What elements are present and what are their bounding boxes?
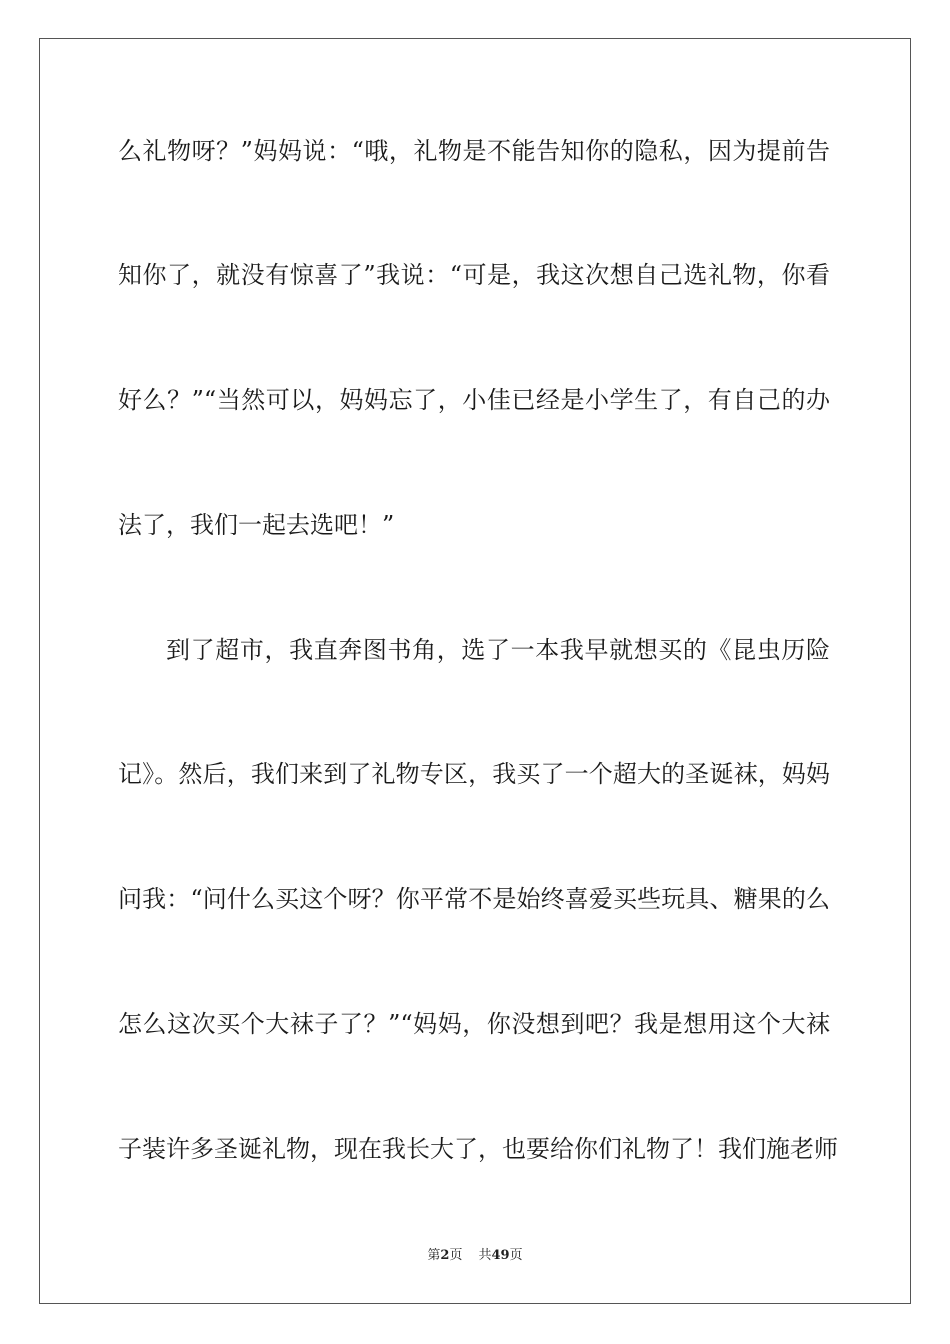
- footer-page-number: 2: [440, 1248, 450, 1263]
- text-line-9: 子装许多圣诞礼物，现在我长大了，也要给你们礼物了！我们施老师: [118, 1135, 838, 1163]
- footer-page-prefix: 第: [427, 1248, 441, 1263]
- text-line-3: 好么？”“当然可以，妈妈忘了，小佳已经是小学生了，有自己的办: [118, 386, 830, 414]
- text-line-4: 法了，我们一起去选吧！”: [118, 511, 395, 539]
- footer-total-pages: 49: [491, 1248, 510, 1263]
- text-line-7: 问我：“问什么买这个呀？你平常不是始终喜爱买些玩具、糖果的么: [118, 885, 830, 913]
- text-line-5: 到了超市，我直奔图书角，选了一本我早就想买的《昆虫历险: [166, 636, 830, 664]
- text-line-2: 知你了，就没有惊喜了”我说：“可是，我这次想自己选礼物，你看: [118, 261, 830, 289]
- footer-page-suffix: 页: [449, 1248, 463, 1263]
- footer-total-prefix: 共: [478, 1248, 492, 1263]
- text-line-8: 怎么这次买个大袜子了？”“妈妈，你没想到吧？我是想用这个大袜: [118, 1010, 830, 1038]
- text-line-6: 记》。然后，我们来到了礼物专区，我买了一个超大的圣诞袜，妈妈: [118, 760, 830, 788]
- footer-total-suffix: 页: [509, 1248, 523, 1263]
- page-border: [39, 38, 911, 1304]
- text-line-1: 么礼物呀？”妈妈说：“哦，礼物是不能告知你的隐私，因为提前告: [118, 137, 830, 165]
- page-footer: [0, 1248, 950, 1264]
